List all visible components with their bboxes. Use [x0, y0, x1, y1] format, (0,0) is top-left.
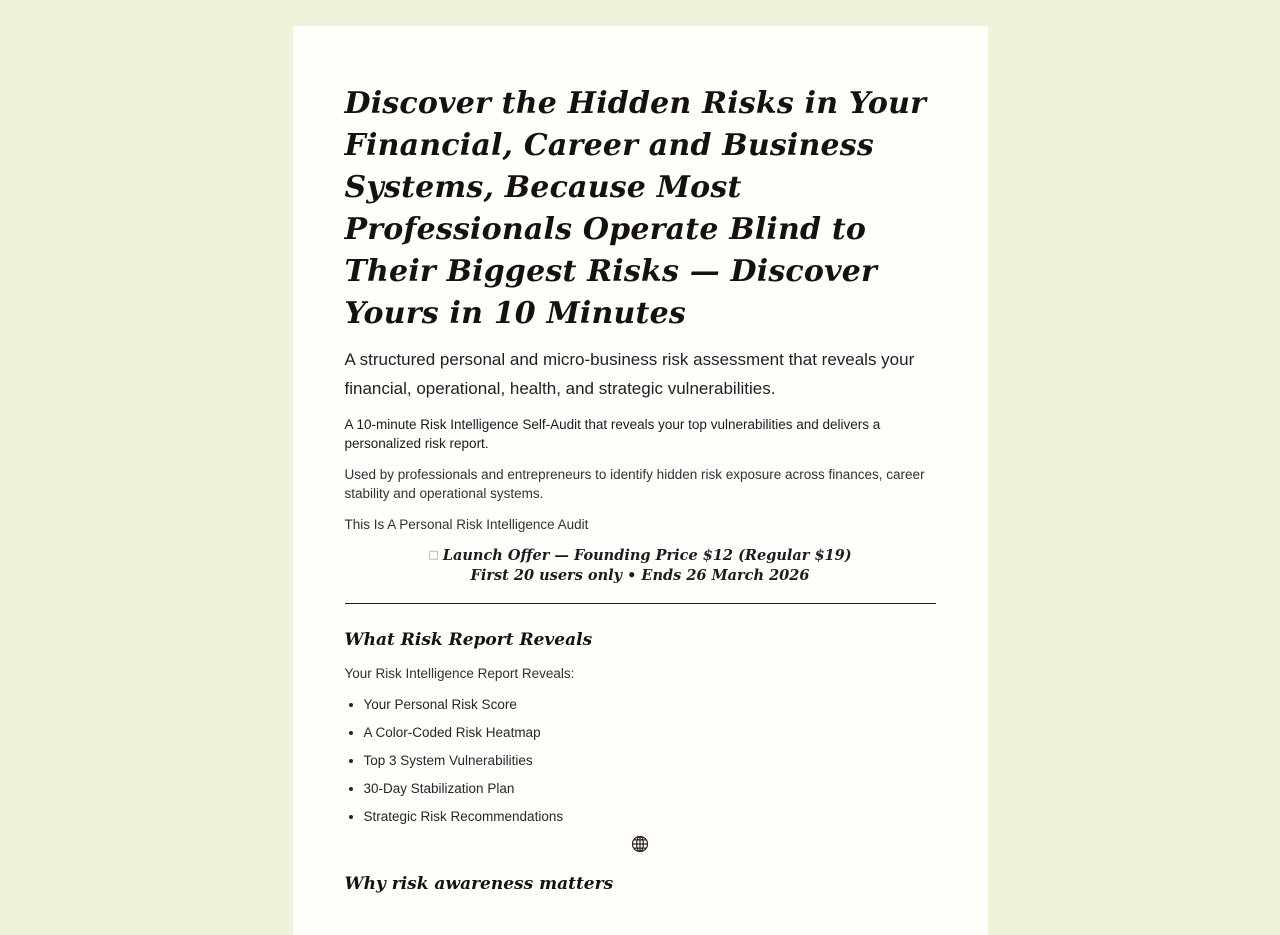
globe-icon-container [345, 835, 936, 853]
globe-icon [631, 835, 649, 853]
reveals-list [345, 695, 936, 826]
hero-subtitle: A structured personal and micro-business risk assessment that reveals your financial, operational, health, and strategic vulnerabilities. [344, 350, 915, 398]
launch-offer-line1 [345, 547, 936, 567]
page-background [0, 26, 1280, 894]
hero-audience: Used by professionals and entrepreneurs to identify hidden risk exposure across finances, career stability and operational systems. [344, 467, 925, 501]
list-item: • A Color-Coded Risk Heatmap [364, 723, 936, 742]
hero-pitch: A 10-minute Risk Intelligence Self-Audit that reveals your top vulnerabilities and delivers a personalized risk report. [344, 417, 881, 451]
list-item: • Top 3 System Vulnerabilities [364, 751, 936, 770]
launch-offer-line2: First 20 users only • Ends 26 March 2026 [470, 566, 810, 584]
page-title: Discover the Hidden Risks in Your Financial, Career and Business Systems, Because Most Professionals Operate Blind to Their Biggest Risks — Discover Yours in 10 Minutes [344, 86, 927, 331]
list-item: • 30-Day Stabilization Plan [364, 779, 936, 798]
reveals-intro: Your Risk Intelligence Report Reveals: [344, 666, 575, 681]
list-item: • Your Personal Risk Score [364, 695, 936, 714]
launch-offer [345, 547, 936, 585]
reveals-heading: What Risk Report Reveals [344, 630, 593, 650]
missing-glyph-box: □ [428, 548, 439, 561]
section-divider [345, 603, 936, 604]
hero-tagline: This Is A Personal Risk Intelligence Audit [344, 517, 589, 532]
list-item: • Strategic Risk Recommendations [364, 807, 936, 826]
launch-offer-text: Launch Offer — Founding Price $12 (Regular $19) [442, 547, 852, 564]
content-card [293, 26, 988, 935]
next-section-heading: Why risk awareness matters [344, 874, 614, 894]
